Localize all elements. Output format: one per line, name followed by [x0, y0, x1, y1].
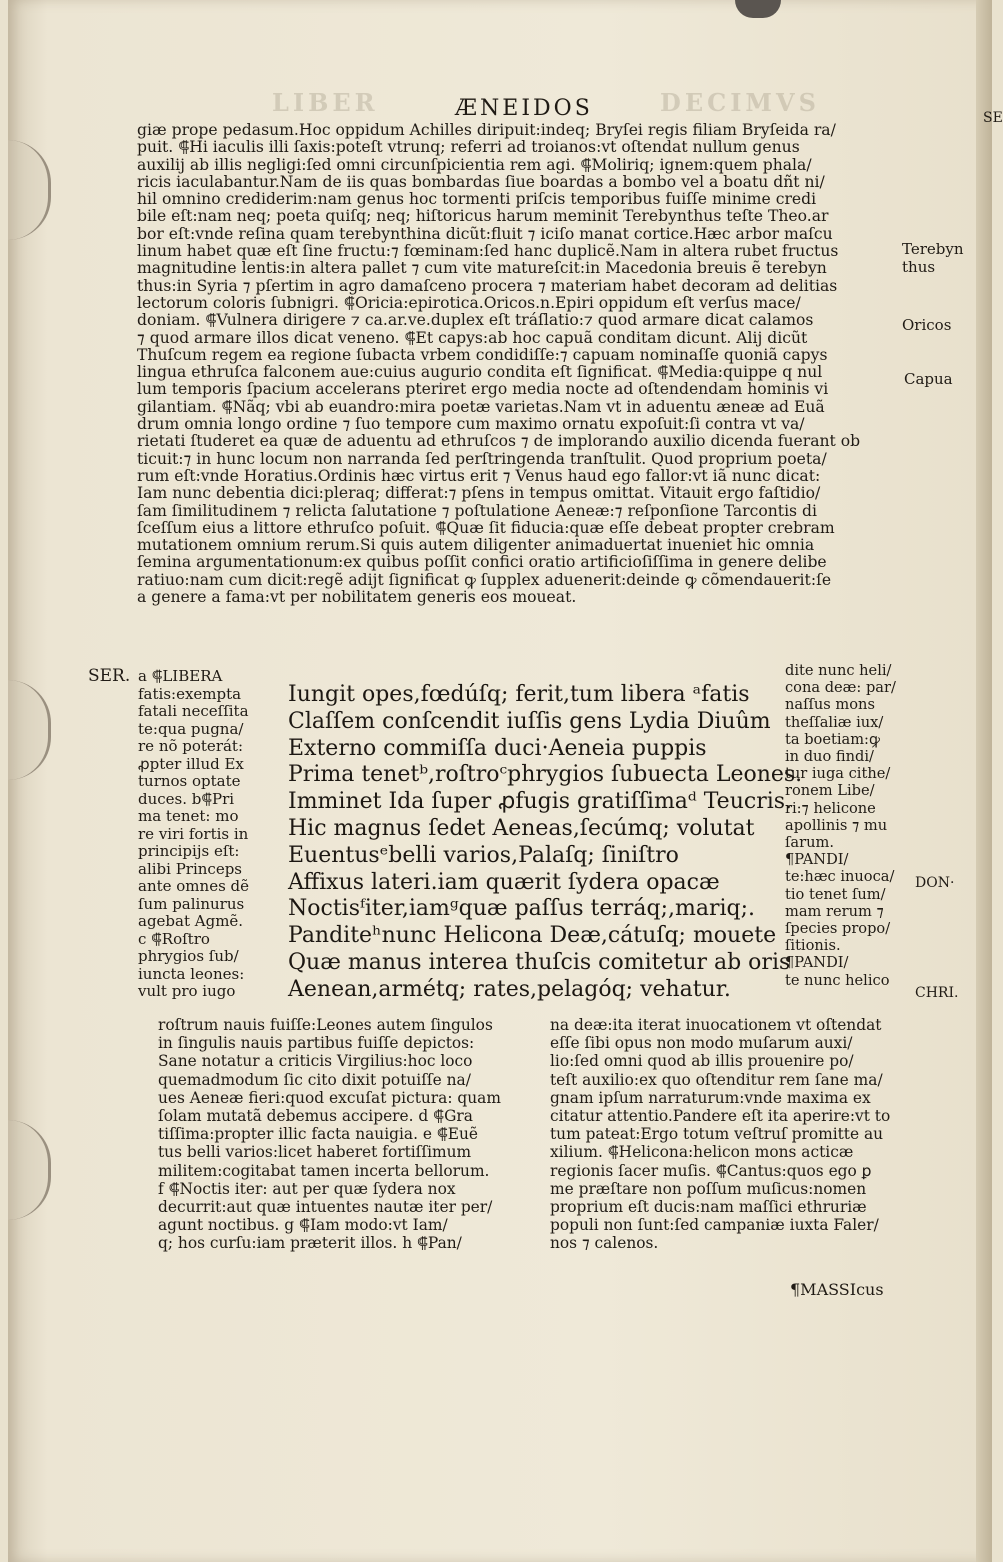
- commentary-line: ricis iaculabantur.Nam de iis quas bombardas ſiue boardas a bombo vel a boatu dñt ni/: [137, 172, 825, 191]
- commentary-line: ticuit:⁊ in hunc locum non narranda ſed perſtringenda tranſtulit. Quod proprium poeta/: [137, 449, 827, 468]
- gloss-line: a ⸿LIBERA: [138, 667, 223, 685]
- ghost-header-right: DECIMVS: [660, 88, 820, 117]
- gloss-line: turnos optate: [138, 772, 241, 790]
- commentary-line: lingua ethruſca falconem aue:cuius augurio condita eſt ſignificat. ⸿Media:quippe q nul: [137, 363, 823, 382]
- commentary-line: puit. ⸿Hi iaculis illi ſaxis:poteſt vtrunq; referri ad troianos:vt oſtendat nullum genus: [137, 138, 800, 157]
- commentary-line: f ⸿Noctis iter: aut per quæ ſydera nox: [158, 1179, 456, 1198]
- gloss-line: ante omnes dẽ: [138, 877, 250, 895]
- gloss-line: te:hæc inuoca/: [785, 868, 895, 886]
- commentary-line: ratiuo:nam cum dicit:regẽ adijt ſignificat ꝙ ſupplex aduenerit:deinde ꝙ cõmendauerit:ſe: [137, 570, 832, 589]
- commentary-line: agunt noctibus. g ⸿Iam modo:vt Iam/: [158, 1216, 448, 1235]
- gloss-line: te:qua pugna/: [138, 719, 244, 738]
- gloss-line: duces. b⸿Pri: [138, 789, 235, 808]
- commentary-line: me præſtare non poſſum muſicus:nomen: [550, 1179, 867, 1198]
- verse-line: Aenean,armétq; rates,pelagóq; vehatur.: [288, 976, 731, 1002]
- commentary-line: bile eſt:nam neq; poeta quiſq; neq; hiſtoricus harum meminit Terebynthus teſte Theo.ar: [137, 207, 829, 226]
- commentary-line: Iam nunc debentia dici:pleraq; differat:⁊ pſens in tempus omittat. Vitauit ergo faſtidio/: [137, 484, 821, 503]
- commentary-line: tus belli varios:licet haberet fortiſſimum: [158, 1143, 472, 1162]
- gloss-line: ſpecies propo/: [785, 920, 891, 938]
- commentary-line: ues Aeneæ fieri:quod excuſat pictura: quam: [158, 1088, 501, 1107]
- gloss-line: re viri fortis in: [138, 824, 249, 843]
- commentary-line: quemadmodum ſic cito dixit potuiſſe na/: [158, 1070, 471, 1089]
- bottom-right-column: [550, 1016, 935, 1253]
- verse-line: Panditeʰnunc Helicona Deæ,cátuſq; mouete: [288, 923, 777, 949]
- commentary-line: thus:in Syria ⁊ pſertim in agro damaſceno procera ⁊ materiam habet decoram ad delitias: [137, 276, 838, 295]
- commentary-line: ſemina argumentationum:ex quibus poſſit confici oratio artificioſiſſima in genere delibe: [137, 553, 827, 572]
- commentary-line: proprium eſt ducis:nam maſſici ethruriæ: [550, 1198, 867, 1217]
- margin-label-chri: CHRI.: [915, 985, 959, 1001]
- gloss-line: re nõ poterát:: [138, 737, 244, 755]
- commentary-line: drum omnia longo ordine ⁊ ſuo tempore cum maximo ornatu expoſuit:ſi contra vt va/: [137, 415, 805, 434]
- gloss-line: ¶PANDI/: [785, 851, 849, 869]
- commentary-line: xilium. ⸿Helicona:helicon mons acticæ: [550, 1143, 854, 1162]
- gloss-line: cona deæ: par/: [785, 679, 896, 697]
- page-title: ÆNEIDOS: [455, 96, 593, 121]
- commentary-line: militem:cogitabat tamen incerta bellorum.: [158, 1161, 490, 1180]
- commentary-line: ſceſſum eius a littore ethruſco poſuit. ⸿Quæ ſit fiducia:quæ eſſe debeat propter crebram: [137, 518, 835, 537]
- commentary-line: decurrit:aut quæ intuentes nautæ iter per/: [158, 1198, 493, 1217]
- gloss-line: ri:⁊ helicone: [785, 799, 876, 817]
- commentary-line: eſſe ſibi opus non modo muſarum auxi/: [550, 1034, 853, 1053]
- commentary-line: a genere a fama:vt per nobilitatem generis eos moueat.: [137, 588, 577, 607]
- gloss-line: tio tenet ſum/: [785, 885, 886, 903]
- gloss-line: agebat Agmẽ.: [138, 912, 244, 930]
- commentary-line: ſolam mutatã debemus accipere. d ⸿Gra: [158, 1107, 473, 1126]
- margin-label-don: DON·: [915, 875, 955, 891]
- verse-line: Hic magnus ſedet Aeneas,ſecúmq; volutat: [288, 815, 755, 841]
- gloss-line: ta boetiam:ꝙ: [785, 730, 880, 748]
- margin-note-terebyn: Terebyn: [902, 240, 964, 258]
- margin-note-capua: Capua: [904, 370, 953, 388]
- commentary-line: gnam ipſum narraturum:vnde maxima ex: [550, 1088, 871, 1107]
- commentary-line: rum eſt:vnde Horatius.Ordinis hæc virtus erit ⁊ Venus haud ego fallor:vt iã nunc dicat:: [137, 466, 821, 485]
- gloss-line: apollinis ⁊ mu: [785, 816, 888, 834]
- page-edge: [976, 0, 992, 1562]
- left-gloss-block: [138, 668, 288, 1001]
- commentary-line: hil omnino crediderim:nam genus hoc tormenti priſcis temporibus fuiſſe minime credi: [137, 190, 817, 209]
- commentary-line: in ſingulis nauis partibus fuiſſe depictos:: [158, 1034, 475, 1053]
- bottom-left-column: [158, 1016, 543, 1253]
- commentary-line: citatur attentio.Pandere eſt ita aperire:vt to: [550, 1107, 891, 1126]
- verse-line: Prima tenetᵇ,roſtroᶜphrygios ſubuecta Leones.: [288, 762, 803, 788]
- commentary-line: teſt auxilio:ex quo oſtenditur rem ſane ma/: [550, 1070, 883, 1089]
- commentary-line: doniam. ⸿Vulnera dirigere ⁊ ca.ar.ve.duplex eſt tráſlatio:⁊ quod armare dicat calamos: [137, 311, 814, 330]
- commentary-line: ſam ſimilitudinem ⁊ relicta ſalutatione ⁊ poſtulatione Aeneæ:⁊ reſponſione Tarcontis di: [137, 501, 817, 520]
- commentary-line: Thuſcum regem ea regione ſubacta vrbem condidiſſe:⁊ capuam nominaſſe quoniã capys: [137, 345, 828, 364]
- gloss-line: dite nunc heli/: [785, 662, 892, 679]
- commentary-line: magnitudine lentis:in altera pallet ⁊ cum vite matureſcit:in Macedonia breuis ẽ terebyn: [137, 259, 827, 278]
- verse-line: Quæ manus interea thuſcis comitetur ab oris: [288, 949, 791, 975]
- gloss-line: alibi Princeps: [138, 859, 243, 878]
- ghost-header-left: LIBER: [272, 88, 379, 117]
- commentary-block: [137, 122, 905, 606]
- corner-fragment: SE: [983, 110, 1003, 126]
- verse-line: Externo commiſſa duci·Aeneia puppis: [288, 735, 707, 761]
- commentary-line: bor eſt:vnde reſina quam terebynthina dicũt:fluit ⁊ iciſo manat cortice.Hæc arbor maſcu: [137, 224, 833, 243]
- gloss-line: naſſus mons: [785, 696, 875, 714]
- verse-line: Euentusᵉbelli varios,Palaſq; ſiniſtro: [288, 842, 679, 868]
- gloss-line: ſitionis.: [785, 937, 841, 955]
- gloss-line: tur iuga cithe/: [785, 765, 891, 783]
- commentary-line: roſtrum nauis fuiſſe:Leones autem ſingulos: [158, 1016, 493, 1034]
- verse-line: Claſſem conſcendit iuſſis gens Lydia Diuûm: [288, 708, 771, 734]
- margin-note-oricos: Oricos: [902, 316, 952, 334]
- gloss-line: ſum palinurus: [138, 894, 245, 913]
- commentary-line: auxilij ab illis negligi:ſed omni circunſpicientia rem agi. ⸿Moliriq; ignem:quem phala/: [137, 155, 812, 174]
- gloss-line: ma tenet: mo: [138, 807, 239, 825]
- gloss-line: te nunc helico: [785, 971, 890, 989]
- gloss-line: in duo findi/: [785, 748, 874, 766]
- commentary-line: ⁊ quod armare illos dicat veneno. ⸿Et capys:ab hoc capuã conditam dicunt. Alij dicũt: [137, 328, 808, 347]
- gloss-line: fatali neceſſita: [138, 702, 249, 720]
- commentary-line: rietati ſtuderet ea quæ de aduentu ad ethruſcos ⁊ de implorando auxilio dicenda fuerant ob: [137, 432, 861, 451]
- commentary-line: tiſſima:propter illic facta nauigia. e ⸿Euẽ: [158, 1125, 479, 1144]
- gloss-line: ¶PANDI/: [785, 954, 849, 972]
- commentary-line: q; hos curſu:iam præterit illos. h ⸿Pan/: [158, 1234, 462, 1253]
- verse-line: Affixus lateri.iam quærit ſydera opacæ: [288, 869, 720, 895]
- server-label: SER.: [88, 666, 131, 686]
- gloss-line: phrygios ſub/: [138, 947, 239, 965]
- gloss-line: ſarum.: [785, 834, 834, 852]
- commentary-line: na deæ:ita iterat inuocationem vt oſtendat: [550, 1016, 882, 1034]
- gloss-line: theſſaliæ iux/: [785, 713, 884, 731]
- binding-tab-top: [8, 140, 51, 240]
- verse-line: Noctisᶠiter,iamᵍquæ paſſus terráq;,mariq;.: [288, 896, 756, 922]
- gloss-line: mam rerum ⁊: [785, 902, 884, 920]
- poem-block: [288, 682, 803, 1004]
- binding-tab-bottom: [8, 1120, 51, 1220]
- verse-line: Imminet Ida ſuper ꝓfugis gratiſſimaᵈ Teucris.: [288, 789, 793, 815]
- gloss-line: iuncta leones:: [138, 964, 245, 983]
- commentary-line: Sane notatur a criticis Virgilius:hoc loco: [158, 1052, 473, 1071]
- right-gloss-block: [785, 662, 915, 989]
- commentary-line: mutationem omnium rerum.Si quis autem diligenter animaduertat inueniet hic omnia: [137, 536, 815, 555]
- gloss-line: c ⸿Roſtro: [138, 929, 210, 948]
- commentary-line: regionis ſacer muſis. ⸿Cantus:quos ego ꝑ: [550, 1161, 872, 1180]
- commentary-line: linum habet quæ eſt ſine fructu:⁊ fœminam:ſed hanc duplicẽ.Nam in altera rubet fructus: [137, 242, 839, 261]
- gloss-line: fatis:exempta: [138, 684, 242, 703]
- commentary-line: populi non ſunt:ſed campaniæ iuxta Faler/: [550, 1216, 879, 1235]
- commentary-line: giæ prope pedasum.Hoc oppidum Achilles diripuit:indeq; Bryſei regis filiam Bryſeida ra/: [137, 121, 836, 139]
- commentary-line: lectorum coloris ſubnigri. ⸿Oricia:epirotica.Oricos.n.Epiri oppidum eſt verſus mace/: [137, 293, 801, 312]
- catchword: ¶MASSIcus: [790, 1280, 884, 1299]
- commentary-line: lum temporis ſpacium accelerans pteriret ergo media nocte ad oſtendendam hominis vi: [137, 380, 829, 399]
- verse-line: Iungit opes,fœdúſq; ferit,tum libera ᵃfatis: [288, 682, 750, 707]
- commentary-line: gilantiam. ⸿Nãq; vbi ab euandro:mira poetæ varietas.Nam vt in aduentu æneæ ad Euã: [137, 397, 825, 416]
- gloss-line: principijs eſt:: [138, 842, 240, 860]
- commentary-line: nos ⁊ calenos.: [550, 1234, 659, 1253]
- margin-note-thus: thus: [902, 258, 936, 276]
- gloss-line: ꝓpter illud Ex: [138, 754, 244, 773]
- binding-tab-middle: [8, 680, 51, 780]
- commentary-line: lio:ſed omni quod ab illis prouenire po/: [550, 1052, 854, 1071]
- gloss-line: vult pro iugo: [138, 982, 236, 1000]
- commentary-line: tum pateat:Ergo totum veſtruſ promitte au: [550, 1125, 884, 1144]
- gloss-line: ronem Libe/: [785, 782, 875, 800]
